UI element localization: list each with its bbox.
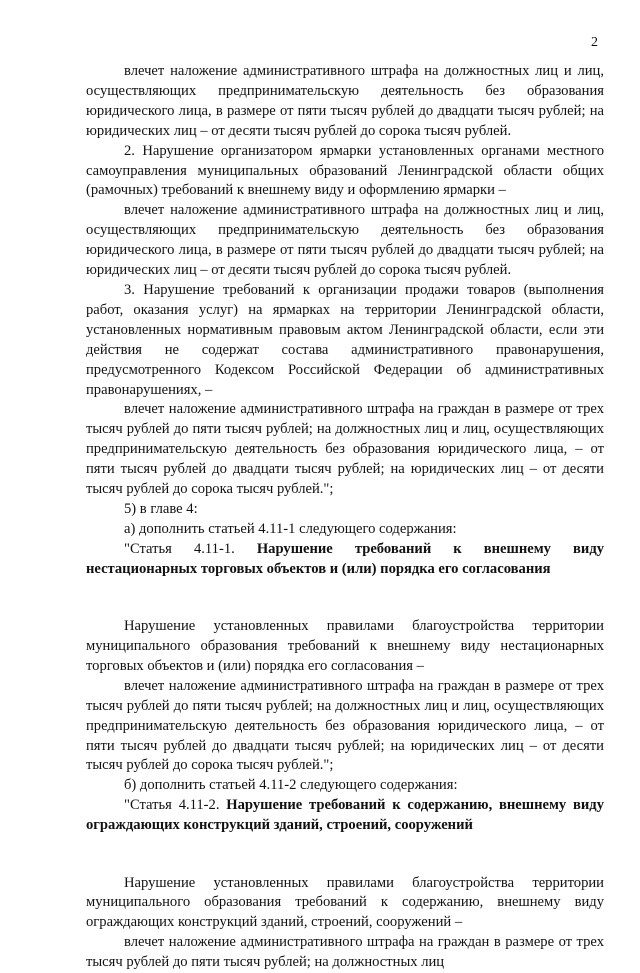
article-title: Нарушение требований к внешнему виду нестационарных торговых объектов и (или) порядка его согласования (86, 540, 604, 577)
paragraph-gap (86, 580, 604, 618)
paragraph-text: влечет наложение административного штрафа на граждан в размере от трех тысяч рублей до пяти тысяч рублей; на должностных лиц (86, 934, 604, 971)
paragraph-p09 (86, 617, 604, 677)
paragraph-p02 (86, 142, 604, 202)
paragraph-text: Нарушение установленных правилами благоустройства территории муниципального образования требований к внешнему виду нестационарных торговых объектов и (или) порядка его согласования – (86, 618, 604, 674)
paragraph-p03 (86, 201, 604, 281)
paragraph-gap (86, 836, 604, 874)
paragraph-text: влечет наложение административного штрафа на должностных лиц и лиц, осуществляющих предпринимательскую деятельность без образования юридического лица, в размере от пяти тысяч рублей до двадцати тысяч рублей; на юридических лиц – от десяти тысяч рублей до сорока тысяч рублей. (86, 63, 604, 139)
article-number: "Статья 4.11-1. (124, 540, 257, 557)
paragraph-p13 (86, 874, 604, 934)
paragraph-text: 2. Нарушение организатором ярмарки установленных органами местного самоуправления муниципальных образований Ленинградской области общих (рамочных) требований к внешнему виду и оформлению ярмарки – (86, 142, 604, 199)
article-number: "Статья 4.11-2. (124, 797, 227, 814)
paragraph-p08 (86, 540, 604, 580)
paragraph-text: 3. Нарушение требований к организации продажи товаров (выполнения работ, оказания услуг) на ярмарках на территории Ленинградской области, установленных нормативным правовым актом Ленинградской области, если эти действия не содержат состава административного правонарушения, предусмотренного Кодексом Российской Федерации об административных правонарушениях, – (86, 281, 604, 398)
paragraph-p05 (86, 400, 604, 500)
paragraph-text: 5) в главе 4: (124, 500, 198, 517)
paragraph-p06 (86, 500, 604, 520)
paragraph-text: влечет наложение административного штрафа на граждан в размере от трех тысяч рублей до пяти тысяч рублей; на должностных лиц и лиц, осуществляющих предпринимательскую деятельность без образования юридического лица, – от пяти тысяч рублей до двадцати тысяч рублей; на юридических лиц – от десяти тысяч рублей до сорока тысяч рублей."; (86, 677, 604, 774)
paragraph-p10 (86, 677, 604, 777)
document-body (86, 62, 604, 973)
paragraph-p07 (86, 520, 604, 540)
paragraph-p04 (86, 281, 604, 400)
paragraph-p12 (86, 796, 604, 836)
paragraph-p01 (86, 62, 604, 142)
paragraph-text: б) дополнить статьей 4.11-2 следующего содержания: (124, 777, 458, 794)
paragraph-text: влечет наложение административного штрафа на граждан в размере от трех тысяч рублей до пяти тысяч рублей; на должностных лиц и лиц, осуществляющих предпринимательскую деятельность без образования юридического лица, – от пяти тысяч рублей до двадцати тысяч рублей; на юридических лиц – от десяти тысяч рублей до сорока тысяч рублей."; (86, 401, 604, 498)
paragraph-p11 (86, 776, 604, 796)
article-title: Нарушение требований к содержанию, внешнему виду ограждающих конструкций зданий, строений, сооружений (86, 797, 604, 834)
paragraph-text: а) дополнить статьей 4.11-1 следующего содержания: (124, 520, 457, 537)
paragraph-p14 (86, 933, 604, 973)
page-number: 2 (591, 35, 598, 50)
paragraph-text: Нарушение установленных правилами благоустройства территории муниципального образования требований к содержанию, внешнему виду ограждающих конструкций зданий, строений, сооружений – (86, 874, 604, 931)
paragraph-text: влечет наложение административного штрафа на должностных лиц и лиц, осуществляющих предпринимательскую деятельность без образования юридического лица, в размере от пяти тысяч рублей до двадцати тысяч рублей; на юридических лиц – от десяти тысяч рублей до сорока тысяч рублей. (86, 202, 604, 279)
